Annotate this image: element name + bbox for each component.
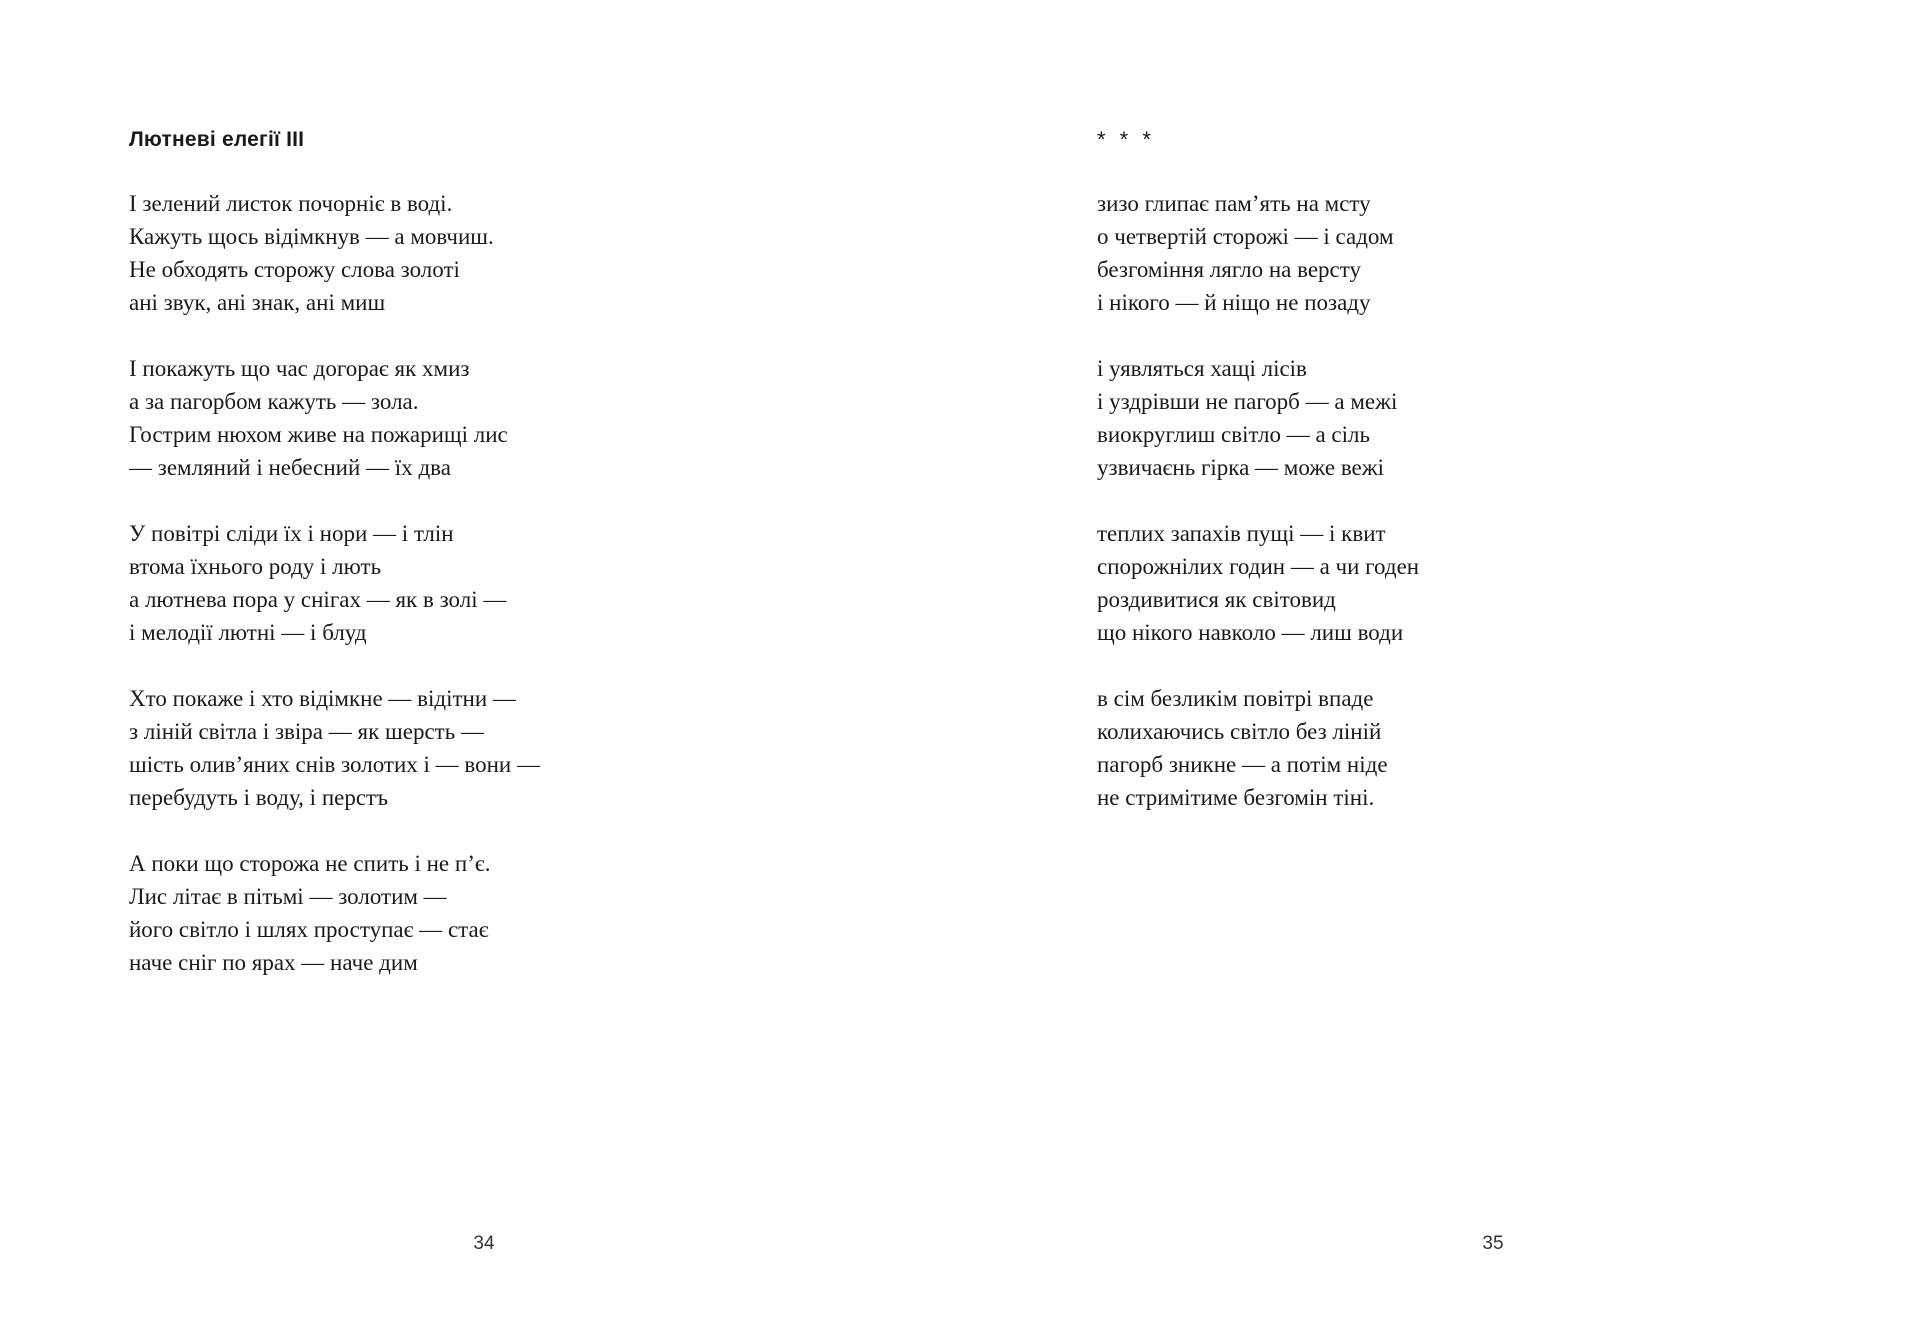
poem-line: а лютнева пора у снігах — як в золі — xyxy=(129,587,507,612)
poem-line: Не обходять сторожу слова золоті xyxy=(129,257,460,282)
poem-line: зизо глипає пам’ять на мсту xyxy=(1097,191,1371,216)
poem-title: Лютневі елегії ІІІ xyxy=(129,128,305,151)
poem-line: в сім безликім повітрі впаде xyxy=(1097,686,1374,711)
poem-line: Лис літає в пітьмі — золотим — xyxy=(129,884,447,909)
poem-line: І зелений листок почорніє в воді. xyxy=(129,191,453,216)
poem-line: узвичаєнь гірка — може вежі xyxy=(1097,455,1385,480)
poem-line: його світло і шлях проступає — стає xyxy=(129,917,489,942)
poem-line: А поки що сторожа не спить і не п’є. xyxy=(129,851,491,876)
poem-line: а за пагорбом кажуть — зола. xyxy=(129,389,419,414)
stanza xyxy=(1097,682,1797,814)
poem-line: перебудуть і воду, і перстъ xyxy=(129,785,388,810)
poem-line: теплих запахів пущі — і квит xyxy=(1097,521,1386,546)
stanza xyxy=(129,187,829,319)
poem-line: Кажуть щось відімкнув — а мовчиш. xyxy=(129,224,494,249)
poem-line: Хто покаже і хто відімкне — відітни — xyxy=(129,686,516,711)
poem-line: роздивитися як світовид xyxy=(1097,587,1336,612)
poem-line: не стримітиме безгомін тіні. xyxy=(1097,785,1375,810)
poem-line: що нікого навколо — лиш води xyxy=(1097,620,1404,645)
left-page-content xyxy=(129,122,829,1012)
poem-line: і мелодії лютні — і блуд xyxy=(129,620,367,645)
stanza xyxy=(129,517,829,649)
stanza xyxy=(129,847,829,979)
poem-line: втома їхнього роду і лють xyxy=(129,554,382,579)
poem-line: безгоміння лягло на версту xyxy=(1097,257,1361,282)
stanza xyxy=(1097,352,1797,484)
poem-line: шість олив’яних снів золотих і — вони — xyxy=(129,752,540,777)
stanza xyxy=(129,352,829,484)
stanza xyxy=(1097,187,1797,319)
poem-line: і нікого — й ніщо не позаду xyxy=(1097,290,1371,315)
right-page-content xyxy=(1097,122,1797,847)
poem-line: колихаючись світло без ліній xyxy=(1097,719,1382,744)
poem-line: з ліній світла і звіра — як шерсть — xyxy=(129,719,484,744)
right-page xyxy=(960,0,1920,1323)
stanza xyxy=(1097,517,1797,649)
page-number: 34 xyxy=(473,1233,495,1254)
poem-line: пагорб зникне — а потім ніде xyxy=(1097,752,1388,777)
poem-line: — земляний і небесний — їх два xyxy=(129,455,451,480)
poem-line: виокруглиш світло — а сіль xyxy=(1097,422,1370,447)
poem-line: Гострим нюхом живе на пожарищі лис xyxy=(129,422,508,447)
poem-line: наче сніг по ярах — наче дим xyxy=(129,950,418,975)
poem-title: * * * xyxy=(1097,127,1155,152)
poem-line: І покажуть що час догорає як хмиз xyxy=(129,356,470,381)
stanza xyxy=(129,682,829,814)
page-number: 35 xyxy=(1482,1233,1504,1254)
poem-line: У повітрі сліди їх і нори — і тлін xyxy=(129,521,454,546)
poem-line: і уявляться хащі лісів xyxy=(1097,356,1307,381)
poem-line: спорожнілих годин — а чи годен xyxy=(1097,554,1420,579)
poem-line: і уздрівши не пагорб — а межі xyxy=(1097,389,1398,414)
poem-line: ані звук, ані знак, ані миш xyxy=(129,290,386,315)
poem-line: о четвертій сторожі — і садом xyxy=(1097,224,1394,249)
